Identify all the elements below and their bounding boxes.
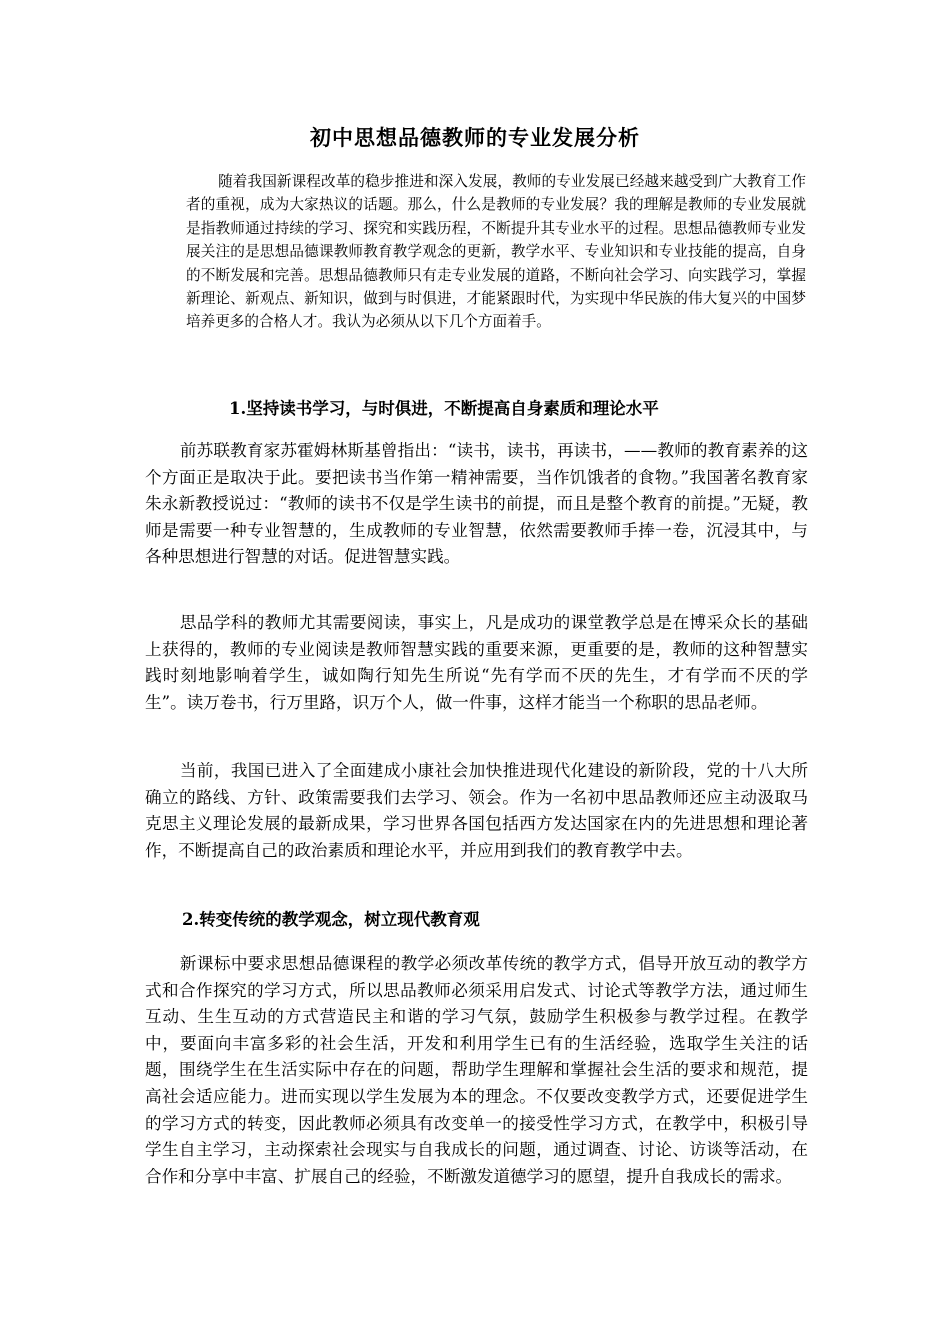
section-1-paragraph-2: 思品学科的教师尤其需要阅读，事实上，凡是成功的课堂教学总是在博采众长的基础上获得的，教师的专业阅读是教师智慧实践的重要来源，更重要的是，教师的这种智慧实践时刻地影响着学生，诚如陶行知先生所说“先有学而不厌的先生，才有学而不厌的学生”。读万卷书，行万里路，识万个人，做一件事，这样才能当一个称职的思品老师。: [145, 613, 808, 712]
section-2-heading: 2.转变传统的教学观念，树立现代教育观: [182, 910, 480, 929]
section-1-heading: 1.坚持读书学习，与时俱进，不断提高自身素质和理论水平: [229, 399, 659, 418]
section-1-paragraph-1: 前苏联教育家苏霍姆林斯基曾指出：“读书，读书，再读书，——教师的教育素养的这个方面正是取决于此。要把读书当作第一精神需要，当作饥饿者的食物。”我国著名教育家朱永新教授说过：“教师的读书不仅是学生读书的前提，而且是整个教育的前提。”无疑，教师是需要一种专业智慧的，生成教师的专业智慧，依然需要教师手捧一卷，沉浸其中，与各种思想进行智慧的对话。促进智慧实践。: [145, 441, 808, 567]
section-2-paragraph-1: 新课标中要求思想品德课程的教学必须改革传统的教学方式，倡导开放互动的教学方式和合作探究的学习方式，所以思品教师必须采用启发式、讨论式等教学方法，通过师生互动、生生互动的方式营造民主和谐的学习气氛，鼓励学生积极参与教学过程。在教学中，要面向丰富多彩的社会生活，开发和利用学生已有的生活经验，选取学生关注的话题，围绕学生在生活实际中存在的问题，帮助学生理解和掌握社会生活的要求和规范，提高社会适应能力。进而实现以学生发展为本的理念。不仅要改变教学方式，还要促进学生的学习方式的转变，因此教师必须具有改变单一的接受性学习方式，在教学中，积极引导学生自主学习，主动探索社会现实与自我成长的问题，通过调查、讨论、访谈等活动，在合作和分享中丰富、扩展自己的经验，不断激发道德学习的愿望，提升自我成长的需求。: [145, 954, 808, 1186]
document-title: 初中思想品德教师的专业发展分析: [310, 125, 640, 150]
section-1-paragraph-3: 当前，我国已进入了全面建成小康社会加快推进现代化建设的新阶段，党的十八大所确立的路线、方针、政策需要我们去学习、领会。作为一名初中思品教师还应主动汲取马克思主义理论发展的最新成果，学习世界各国包括西方发达国家在内的先进思想和理论著作，不断提高自己的政治素质和理论水平，并应用到我们的教育教学中去。: [145, 761, 808, 860]
intro-paragraph: 随着我国新课程改革的稳步推进和深入发展，教师的专业发展已经越来越受到广大教育工作者的重视，成为大家热议的话题。那么，什么是教师的专业发展？我的理解是教师的专业发展就是指教师通过持续的学习、探究和实践历程，不断提升其专业水平的过程。思想品德教师专业发展关注的是思想品德课教师教育教学观念的更新，教学水平、专业知识和专业技能的提高，自身的不断发展和完善。思想品德教师只有走专业发展的道路，不断向社会学习、向实践学习，掌握新理论、新观点、新知识，做到与时俱进，才能紧跟时代，为实现中华民族的伟大复兴的中国梦培养更多的合格人才。我认为必须从以下几个方面着手。: [186, 173, 806, 331]
